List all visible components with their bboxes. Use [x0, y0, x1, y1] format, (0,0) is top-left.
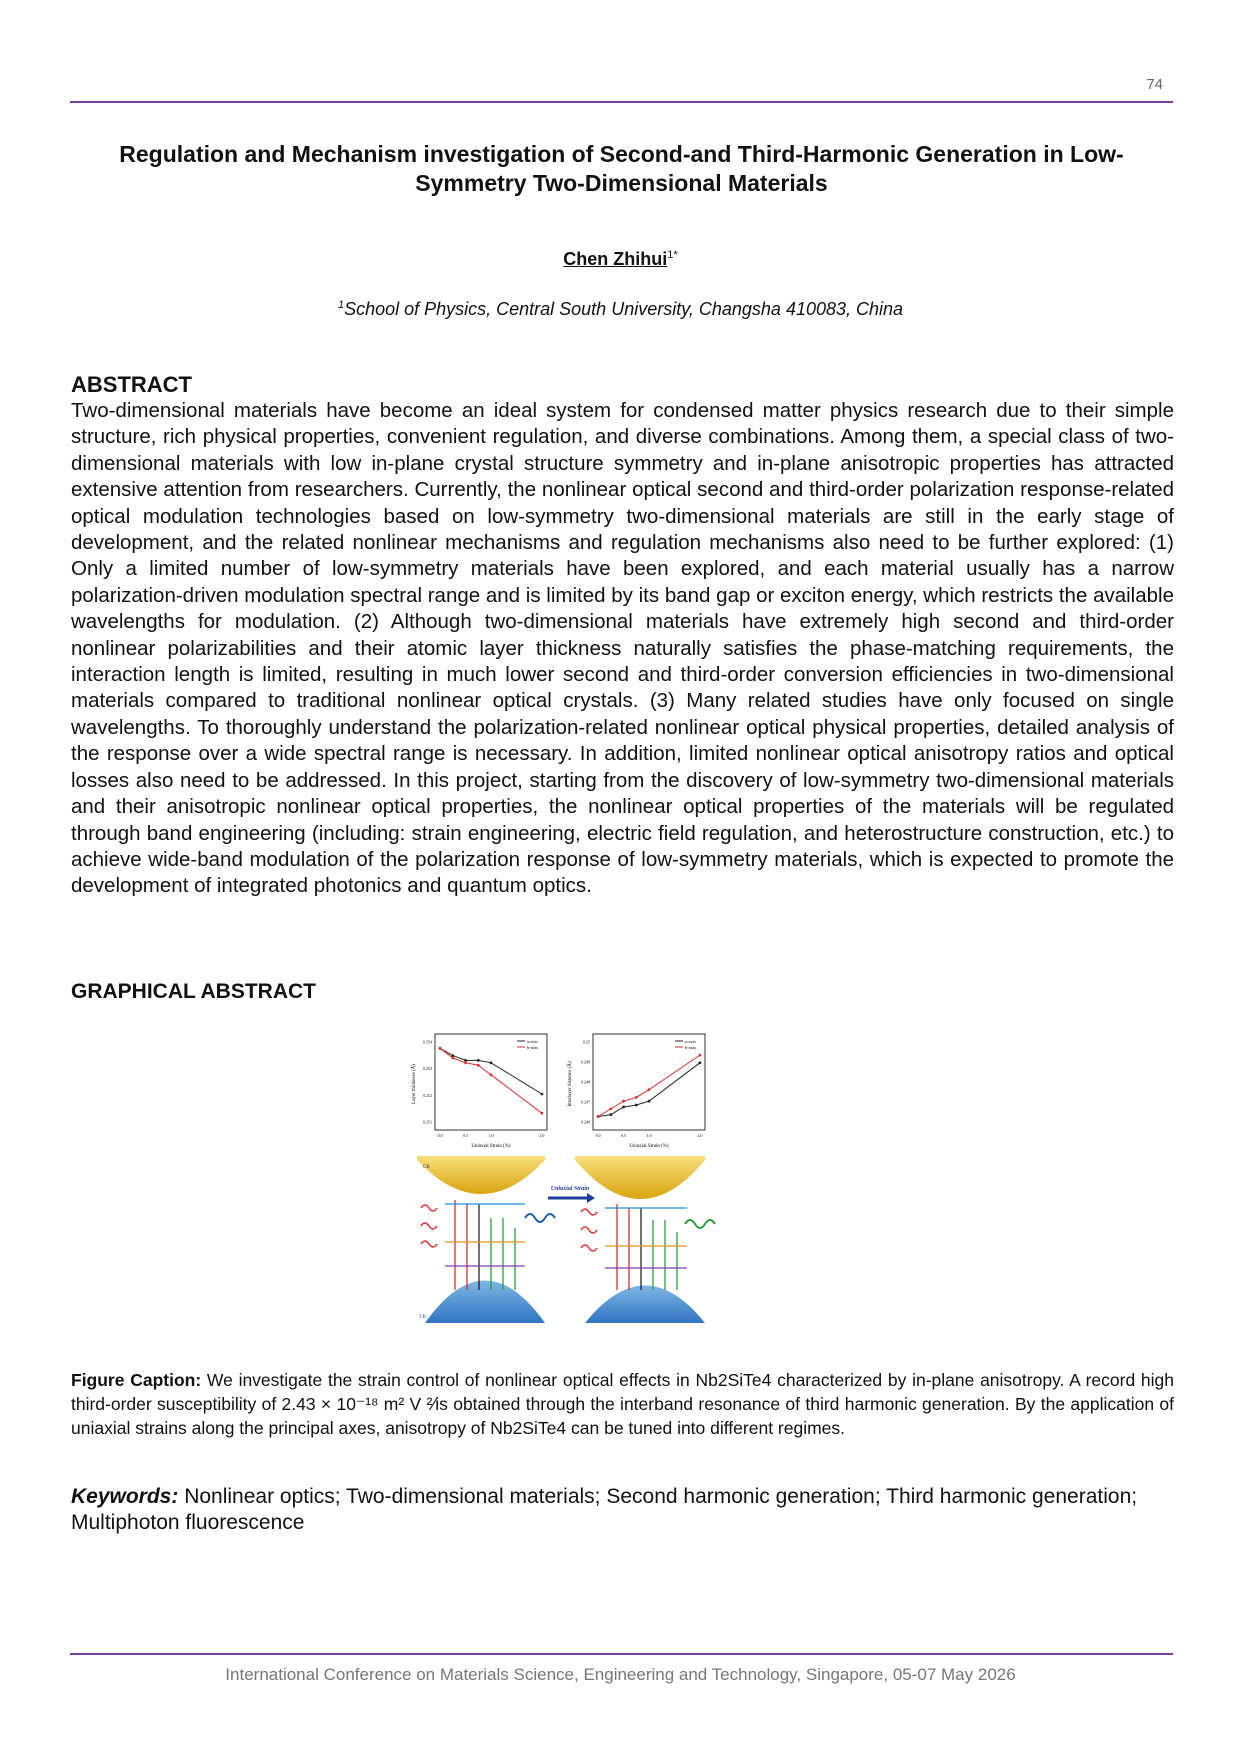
- right-plot-series-point: [609, 1107, 612, 1110]
- emission-wave-right: [685, 1220, 715, 1228]
- author-name[interactable]: Chen Zhihui: [563, 249, 668, 269]
- caption-text: We investigate the strain control of nonlinear optical effects in Nb2SiTe4 characterized by in-plane anisotropy. A record high third-order susceptibility of 2.43 × 10⁻¹⁸ m² V ²⁄is obtained through the interband resonance of third harmonic generation. By the application of uniaxial strains along the principal axes, anisotropy of Nb2SiTe4 can be tuned into different regimes.: [71, 1370, 1174, 1438]
- footer-text: International Conference on Materials Science, Engineering and Technology, Singapore, 05-07 May 2026: [225, 1665, 1016, 1684]
- left-plot-series-point: [490, 1073, 493, 1076]
- page-number: 74: [1146, 76, 1163, 93]
- keywords-label: Keywords:: [71, 1485, 179, 1508]
- right-legend-a: a-axis: [685, 1039, 696, 1044]
- left-legend-b: b-axis: [527, 1045, 538, 1050]
- left-plot-series-point: [477, 1059, 480, 1062]
- conduction-band-left: [417, 1156, 545, 1194]
- left-plot-xtick: 0.5: [463, 1133, 469, 1138]
- left-plot-series-point: [451, 1054, 454, 1057]
- abstract-heading: ABSTRACT: [71, 372, 192, 397]
- left-xlabel: Uniaxial Strain (%): [471, 1144, 511, 1149]
- graphical-abstract-figure: [405, 1028, 735, 1328]
- pump-wave-left-3: [421, 1241, 437, 1247]
- right-plot-series-point: [648, 1100, 651, 1103]
- pump-wave-left-2: [421, 1223, 437, 1229]
- left-plot-ytick: 0.251: [423, 1119, 432, 1125]
- right-plot-xtick: 0.5: [621, 1133, 627, 1138]
- right-ylabel: Interlayer distance (Å): [568, 1061, 573, 1107]
- caption-label: Figure Caption:: [71, 1370, 202, 1390]
- left-plot-series-point: [541, 1112, 544, 1115]
- valence-band-right: [585, 1286, 705, 1324]
- emission-wave-left: [525, 1214, 555, 1222]
- right-plot-ytick: 0.249: [581, 1059, 590, 1065]
- right-plot-xtick: 2.0: [697, 1133, 703, 1138]
- right-plot-series-point: [622, 1100, 625, 1103]
- left-plot-xtick: 0.0: [437, 1133, 443, 1138]
- pump-wave-right-3: [581, 1245, 597, 1251]
- right-xlabel: Uniaxial Strain (%): [629, 1144, 669, 1149]
- graphical-abstract-heading: GRAPHICAL ABSTRACT: [71, 980, 316, 1003]
- author-superscript: 1*: [667, 249, 678, 261]
- conduction-band-right: [575, 1156, 705, 1199]
- left-plot-ytick: 0.253: [423, 1066, 432, 1072]
- left-plot-series-point: [464, 1061, 467, 1064]
- left-plot-ytick: 0.254: [423, 1039, 432, 1045]
- right-plot-ytick: 0.25: [583, 1039, 590, 1045]
- affiliation-superscript: 1: [337, 299, 345, 311]
- right-plot-series-point: [648, 1088, 651, 1091]
- right-plot-xtick: 1.0: [646, 1133, 652, 1138]
- transitions-left: [445, 1200, 525, 1290]
- figure-caption: [71, 1368, 1174, 1440]
- right-legend-b: b-axis: [685, 1045, 696, 1050]
- transitions-right: [605, 1204, 687, 1290]
- uniaxial-strain-arrow: [548, 1186, 595, 1203]
- left-strain-plot: [411, 1034, 547, 1149]
- footer-rule: [70, 1653, 1173, 1655]
- left-plot-series-point: [451, 1057, 454, 1060]
- band-diagram-before: [417, 1156, 555, 1323]
- left-ylabel: Layer thickness (Å): [412, 1064, 417, 1104]
- cb-label-left: CB: [423, 1165, 430, 1170]
- keywords: [71, 1484, 1174, 1536]
- valence-band-left: [425, 1281, 545, 1324]
- right-plot-series-point: [699, 1054, 702, 1057]
- pump-wave-right-2: [581, 1227, 597, 1233]
- affiliation-text: School of Physics, Central South University, Changsha 410083, China: [344, 299, 904, 319]
- figure-svg: [405, 1028, 735, 1328]
- right-plot-series-point: [699, 1061, 702, 1064]
- right-plot-series-point: [635, 1096, 638, 1099]
- header-rule: [70, 101, 1173, 103]
- left-plot-ytick: 0.252: [423, 1092, 432, 1098]
- right-plot-ytick: 0.248: [581, 1079, 590, 1085]
- keywords-text: Nonlinear optics; Two-dimensional materials; Second harmonic generation; Third harmonic generation; Multiphoton fluorescence: [71, 1485, 1138, 1534]
- left-plot-series-point: [490, 1061, 493, 1064]
- band-diagram-after: [575, 1156, 715, 1323]
- right-plot-xtick: 0.0: [595, 1133, 601, 1138]
- left-plot-series-point: [464, 1059, 467, 1062]
- left-plot-xtick: 2.0: [539, 1133, 545, 1138]
- abstract-body: Two-dimensional materials have become an ideal system for condensed matter physics research due to their simple structure, rich physical properties, convenient regulation, and diverse combinations. Among them, a special class of two-dimensional materials with low in-plane crystal structure symmetry and in-plane anisotropic properties has attracted extensive attention from researchers. Currently, the nonlinear optical second and third-order polarization response-related optical modulation technologies based on low-symmetry two-dimensional materials are still in the early stage of development, and the related nonlinear mechanisms and regulation mechanisms also need to be further explored: (1) Only a limited number of low-symmetry materials have been explored, and each material usually has a narrow polarization-driven modulation spectral range and is limited by its band gap or exciton energy, which restricts the available wavelengths for modulation. (2) Although two-dimensional materials have extremely high second and third-order nonlinear polarizabilities and their atomic layer thickness naturally satisfies the phase-matching requirements, the interaction length is limited, resulting in much lower second and third-order conversion efficiencies in two-dimensional materials compared to traditional nonlinear optical crystals. (3) Many related studies have only focused on single wavelengths. To thoroughly understand the polarization-related nonlinear optical physical properties, detailed analysis of the response over a wide spectral range is necessary. In addition, limited nonlinear optical anisotropy ratios and optical losses also need to be addressed. In this project, starting from the discovery of low-symmetry two-dimensional materials and their anisotropic nonlinear optical properties, the nonlinear optical properties of the materials will be regulated through band engineering (including: strain engineering, electric field regulation, and heterostructure construction, etc.) to achieve wide-band modulation of the polarization response of low-symmetry materials, which is expected to promote the development of integrated photonics and quantum optics.: [71, 399, 1174, 898]
- pump-wave-left-1: [421, 1205, 437, 1211]
- affiliation: [0, 299, 1241, 320]
- right-plot-ytick: 0.246: [581, 1119, 590, 1125]
- author-line: [0, 249, 1241, 270]
- right-plot-series-point: [597, 1115, 600, 1118]
- left-plot-series-point: [439, 1047, 442, 1050]
- left-plot-series-point: [541, 1093, 544, 1096]
- left-plot-xtick: 1.0: [488, 1133, 494, 1138]
- right-plot-ytick: 0.247: [581, 1099, 590, 1105]
- arrow-label: Uniaxial Strain: [550, 1186, 590, 1192]
- left-legend-a: a-axis: [527, 1039, 538, 1044]
- paper-title: Regulation and Mechanism investigation of Second-and Third-Harmonic Generation in Low-Symmetry Two-Dimensional Materials: [119, 141, 1124, 196]
- vb-label-left: VB: [419, 1315, 426, 1320]
- right-plot-series-point: [622, 1106, 625, 1109]
- right-plot-series-point: [635, 1104, 638, 1107]
- left-plot-series-point: [477, 1064, 480, 1067]
- right-strain-plot: [567, 1034, 705, 1149]
- right-plot-series-point: [609, 1113, 612, 1116]
- pump-wave-right-1: [581, 1209, 597, 1215]
